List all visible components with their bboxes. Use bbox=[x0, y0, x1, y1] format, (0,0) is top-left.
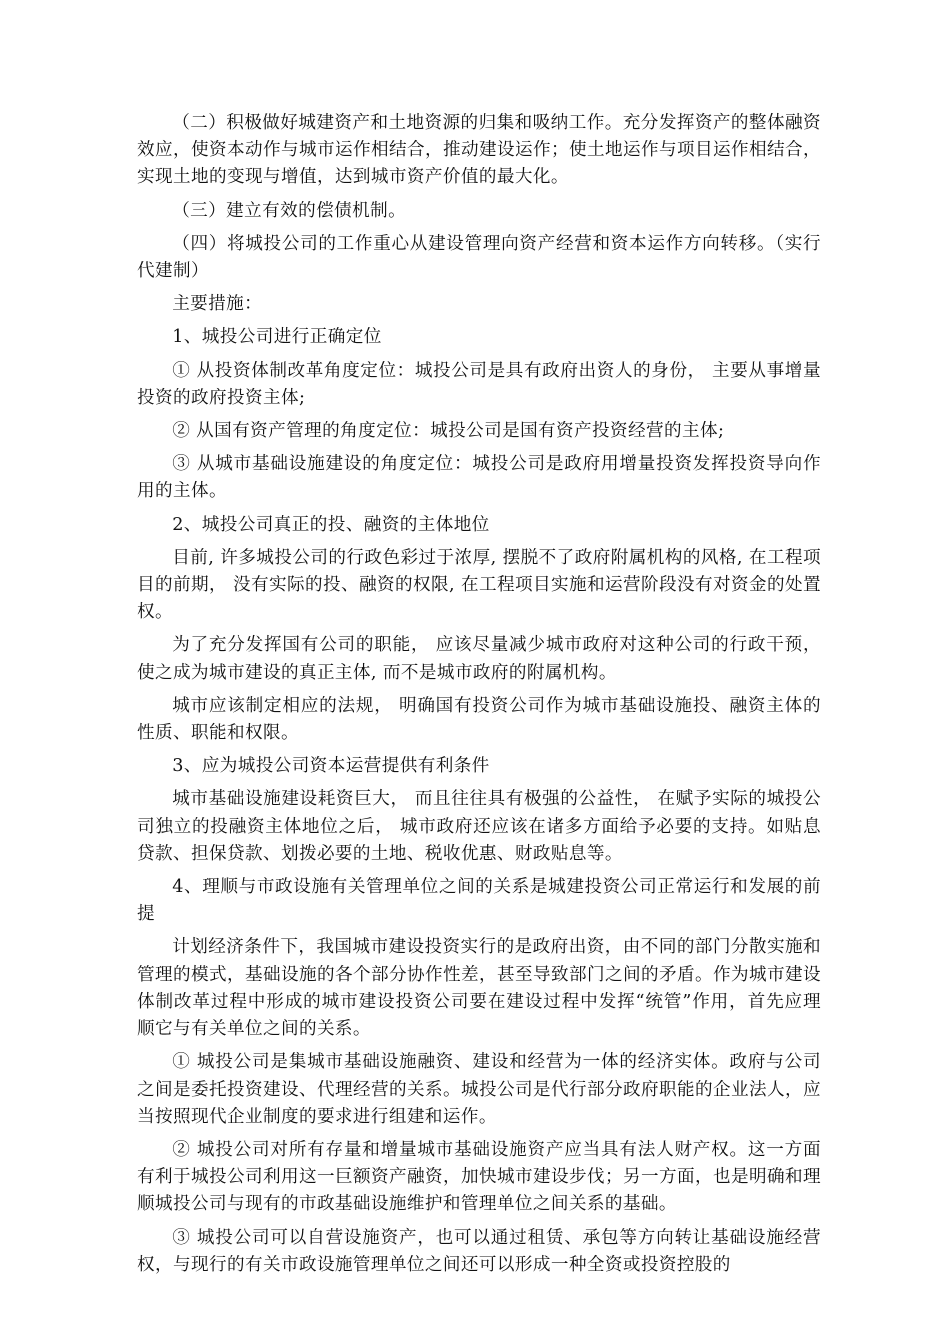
paragraph-3: （三）建立有效的偿债机制。 bbox=[172, 200, 407, 221]
paragraph-2-1: 目前, 许多城投公司的行政色彩过于浓厚, 摆脱不了政府附属机构的风格, 在工程项目的前期， 没有实际的投、融资的权限, 在工程项目实施和运营阶段没有对资金的处置权。 bbox=[137, 547, 821, 623]
section-heading-2: 2、城投公司真正的投、融资的主体地位 bbox=[172, 514, 490, 535]
list-item-1-3: ③ 从城市基础设施建设的角度定位：城投公司是政府用增量投资发挥投资导向作用的主体。 bbox=[137, 454, 821, 502]
section-heading-4: 4、理顺与市政设施有关管理单位之间的关系是城建投资公司正常运行和发展的前提 bbox=[137, 877, 821, 925]
section-heading-3: 3、应为城投公司资本运营提供有利条件 bbox=[172, 756, 490, 777]
paragraph-2-2: 为了充分发挥国有公司的职能， 应该尽量减少城市政府对这种公司的行政干预， 使之成为城市建设的真正主体, 而不是城市政府的附属机构。 bbox=[137, 635, 821, 683]
measures-heading: 主要措施： bbox=[172, 294, 263, 315]
list-item-4-3: ③ 城投公司可以自营设施资产，也可以通过租赁、承包等方向转让基础设施经营权，与现行的有关市政设施管理单位之间还可以形成一种全资或投资控股的 bbox=[137, 1227, 821, 1275]
list-item-1-2: ② 从国有资产管理的角度定位：城投公司是国有资产投资经营的主体; bbox=[172, 421, 725, 442]
section-heading-1: 1、城投公司进行正确定位 bbox=[172, 327, 382, 348]
list-item-4-1: ① 城投公司是集城市基础设施融资、建设和经营为一体的经济实体。政府与公司之间是委托投资建设、代理经营的关系。城投公司是代行部分政府职能的企业法人，应当按照现代企业制度的要求进行组建和运作。 bbox=[137, 1052, 821, 1127]
paragraph-2: （二）积极做好城建资产和土地资源的归集和吸纳工作。充分发挥资产的整体融资效应，使资本动作与城市运作相结合，推动建设运作；使土地运作与项目运作相结合，实现土地的变现与增值，达到城市资产价值的最大化。 bbox=[137, 113, 821, 188]
document-body bbox=[137, 110, 821, 1285]
paragraph-4-1: 计划经济条件下，我国城市建设投资实行的是政府出资，由不同的部门分散实施和管理的模式，基础设施的各个部分协作性差，甚至导致部门之间的矛盾。作为城市建设体制改革过程中形成的城市建设投资公司要在建设过程中发挥“统管”作用，首先应理顺它与有关单位之间的关系。 bbox=[137, 937, 821, 1040]
list-item-1-1: ① 从投资体制改革角度定位：城投公司是具有政府出资人的身份， 主要从事增量投资的政府投资主体; bbox=[137, 360, 821, 408]
list-item-4-2: ② 城投公司对所有存量和增量城市基础设施资产应当具有法人财产权。这一方面有利于城投公司利用这一巨额资产融资，加快城市建设步伐；另一方面，也是明确和理顺城投公司与现有的市政基础设施维护和管理单位之间关系的基础。 bbox=[137, 1139, 821, 1215]
paragraph-4: （四）将城投公司的工作重心从建设管理向资产经营和资本运作方向转移。（实行代建制） bbox=[137, 233, 821, 282]
paragraph-2-3: 城市应该制定相应的法规， 明确国有投资公司作为城市基础设施投、融资主体的性质、职能和权限。 bbox=[137, 695, 821, 744]
paragraph-3-1: 城市基础设施建设耗资巨大， 而且往往具有极强的公益性， 在赋予实际的城投公司独立的投融资主体地位之后， 城市政府还应该在诸多方面给予必要的支持。如贴息贷款、担保贷款、划拨必要的土地、税收优惠、财政贴息等。 bbox=[137, 789, 821, 864]
